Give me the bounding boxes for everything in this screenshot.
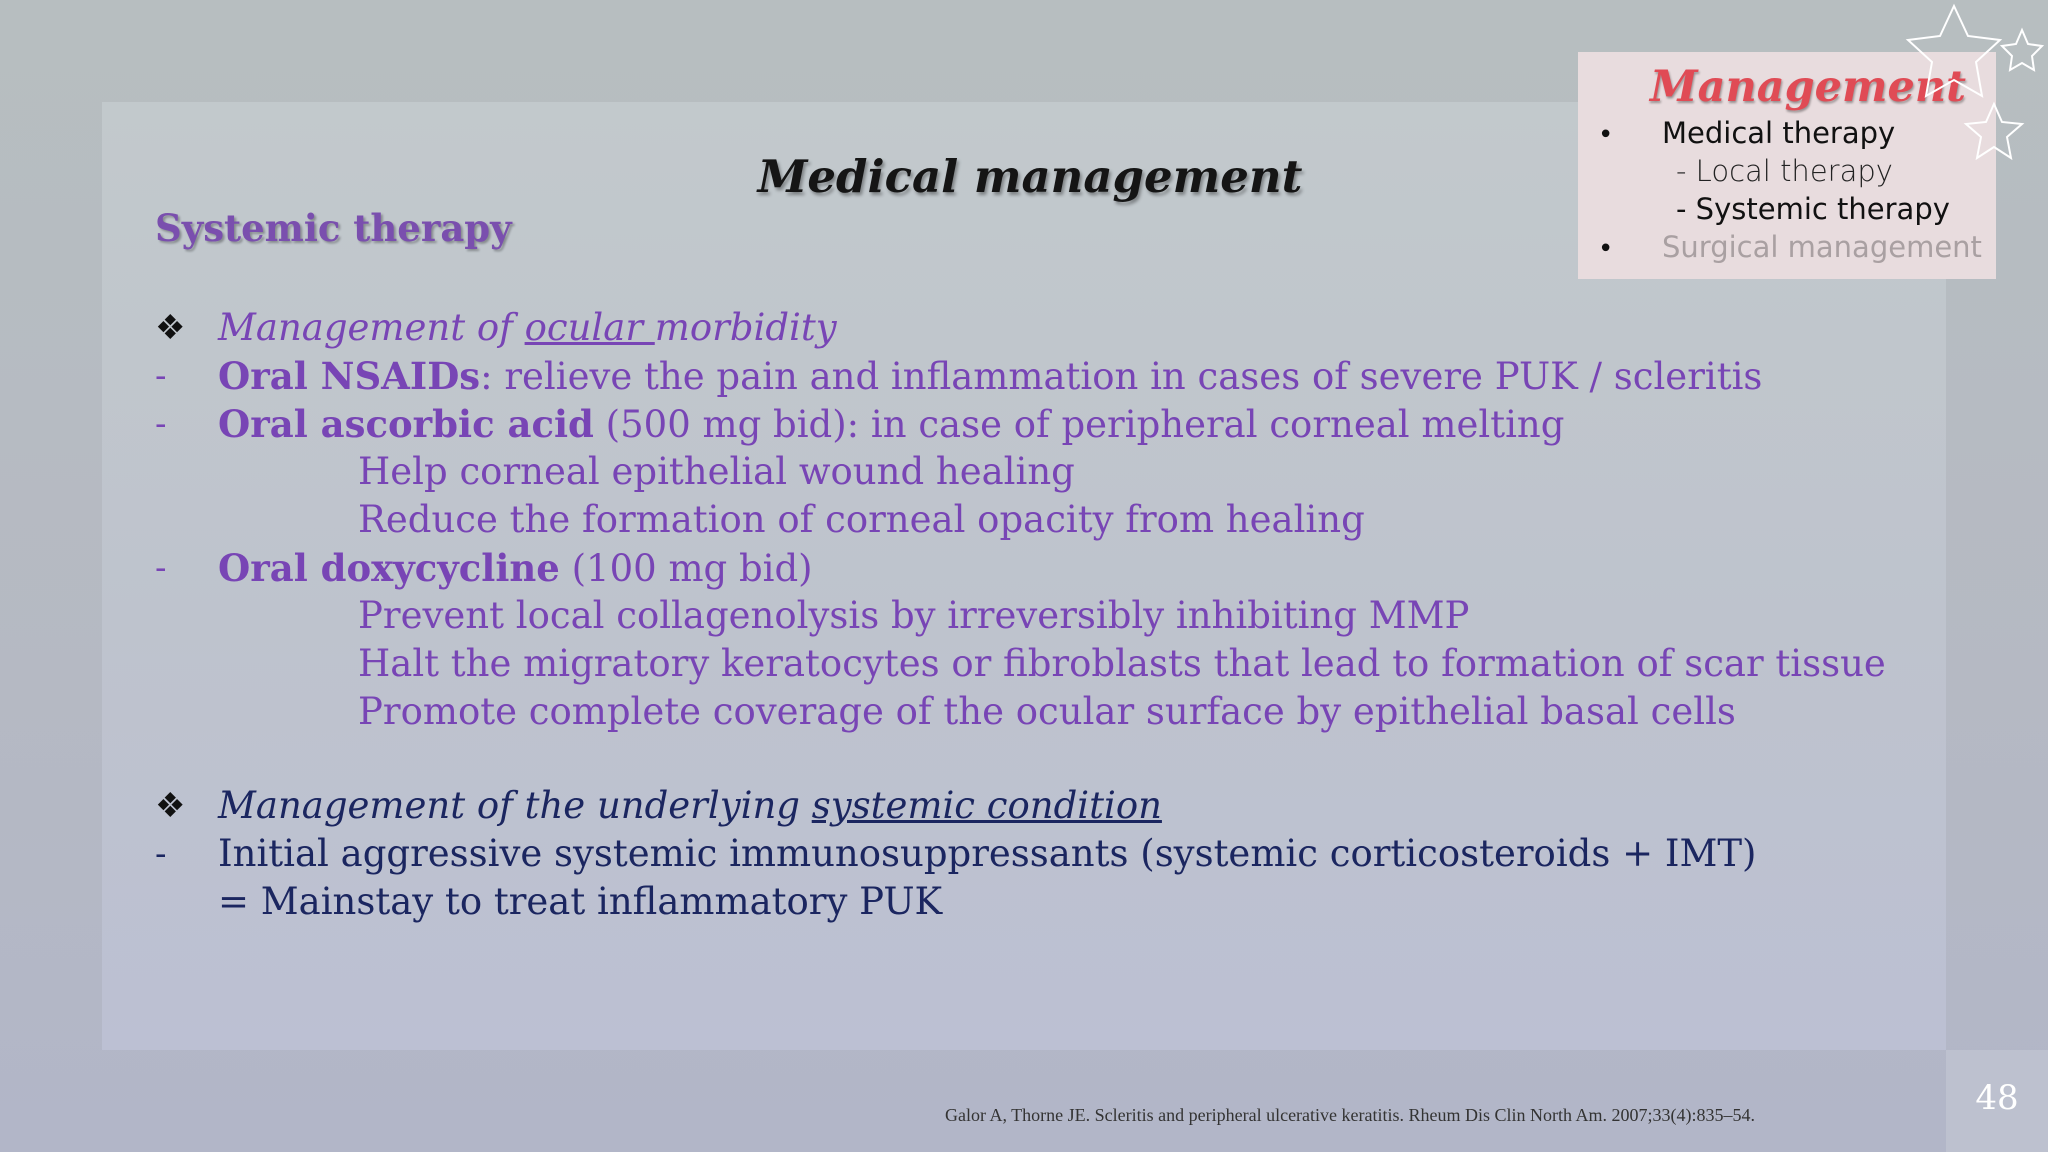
item-text: (500 mg bid): in case of peripheral corneal melting: [593, 403, 1565, 446]
dash-marker: -: [155, 404, 167, 444]
list-item-oral-ascorbic-acid: [218, 400, 1564, 449]
block2-heading-underlined: systemic condition: [811, 784, 1162, 827]
nav-bullet: •: [1598, 234, 1614, 264]
block1-heading-underlined: ocular: [524, 306, 655, 349]
nav-title: Management: [1650, 62, 1966, 112]
item-bold-label: Oral NSAIDs: [218, 354, 481, 398]
nav-item-medical-therapy[interactable]: Medical therapy: [1662, 116, 1896, 150]
nav-item-systemic-therapy[interactable]: - Systemic therapy: [1676, 192, 1950, 226]
list-item-oral-nsaids: [218, 352, 1762, 401]
nav-item-local-therapy[interactable]: - Local therapy: [1676, 154, 1893, 188]
list-item-mainstay: = Mainstay to treat inflammatory PUK: [218, 880, 943, 923]
page-number: 48: [1975, 1078, 2019, 1118]
diamond-bullet-icon: ❖: [155, 308, 186, 348]
sub-item: Promote complete coverage of the ocular surface by epithelial basal cells: [358, 690, 1736, 733]
block1-heading-pre: Management of: [218, 306, 525, 349]
sub-item: Reduce the formation of corneal opacity from healing: [358, 498, 1365, 541]
item-text: : relieve the pain and inflammation in cases of severe PUK / scleritis: [480, 355, 1763, 398]
citation: Galor A, Thorne JE. Scleritis and peripheral ulcerative keratitis. Rheum Dis Clin North Am. 2007;33(4):835–54.: [945, 1105, 1756, 1125]
item-text: (100 mg bid): [559, 547, 813, 590]
list-item-oral-doxycycline: [218, 544, 813, 593]
sub-item: Help corneal epithelial wound healing: [358, 450, 1075, 493]
nav-item-surgical-management[interactable]: Surgical management: [1662, 230, 1982, 264]
diamond-bullet-icon: ❖: [155, 786, 186, 826]
section-heading: Systemic therapy: [155, 206, 512, 250]
dash-marker: -: [155, 548, 167, 588]
item-bold-label: Oral ascorbic acid: [218, 402, 594, 446]
sub-item: Prevent local collagenolysis by irreversibly inhibiting MMP: [358, 594, 1470, 637]
slide-title: Medical management: [757, 150, 1303, 203]
decorative-stars-icon: [1890, 0, 2048, 180]
dash-marker: -: [155, 834, 167, 874]
sub-item: Halt the migratory keratocytes or fibroblasts that lead to formation of scar tissue: [358, 642, 1886, 685]
item-bold-label: Oral doxycycline: [218, 546, 560, 590]
block1-heading: [218, 304, 837, 352]
block1-heading-post: morbidity: [654, 306, 837, 349]
nav-bullet: •: [1598, 120, 1614, 150]
block2-heading-pre: Management of the underlying: [218, 784, 812, 827]
block2-heading: [218, 782, 1162, 830]
list-item-immunosuppressants: Initial aggressive systemic immunosuppressants (systemic corticosteroids + IMT): [218, 832, 1757, 875]
dash-marker: -: [155, 356, 167, 396]
